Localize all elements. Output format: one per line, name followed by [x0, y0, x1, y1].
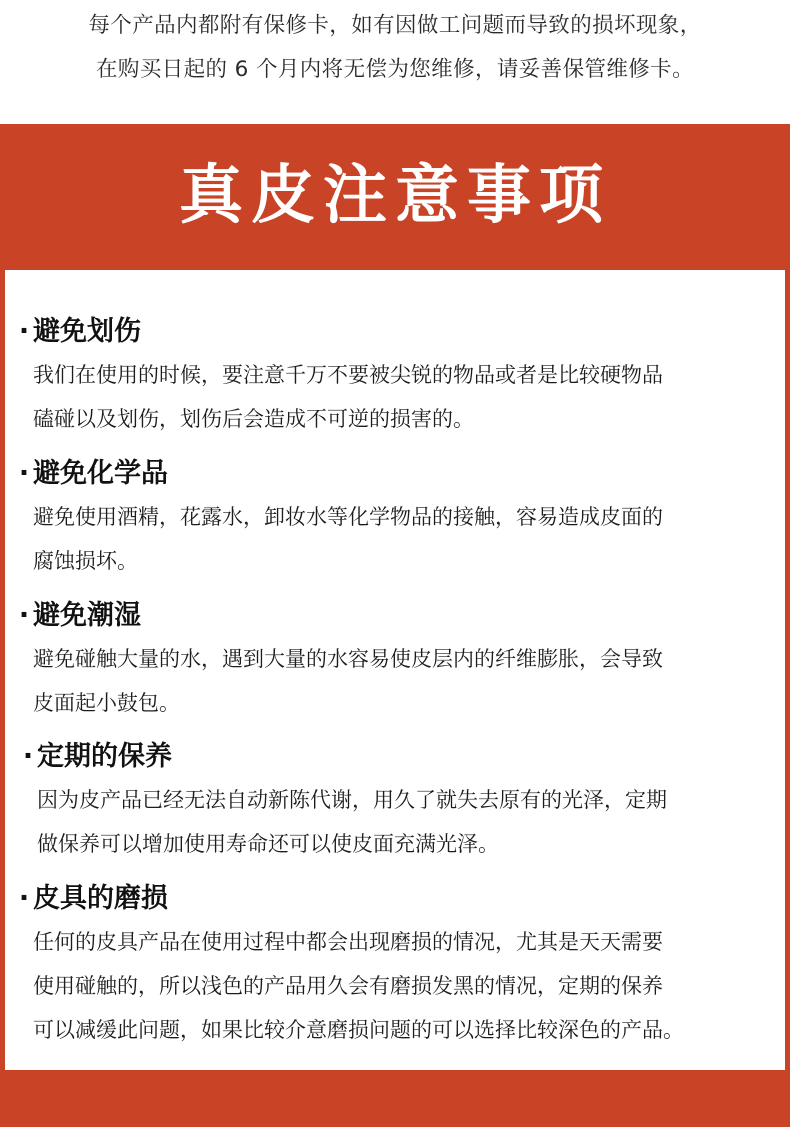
text-line: 皮面起小鼓包。 — [33, 691, 180, 715]
care-item-title: 避免化学品 — [33, 458, 168, 489]
text-line: 磕碰以及划伤，划伤后会造成不可逆的损害的。 — [33, 407, 474, 431]
care-item-title: 避免划伤 — [33, 316, 141, 347]
care-item-text — [33, 353, 773, 441]
care-item-text — [33, 495, 773, 583]
text-line: 使用碰触的，所以浅色的产品用久会有磨损发黑的情况，定期的保养 — [33, 974, 663, 998]
text-line: 我们在使用的时候，要注意千万不要被尖锐的物品或者是比较硬物品 — [33, 363, 663, 387]
bullet-dot: · — [18, 600, 30, 631]
care-item-title: 避免潮湿 — [33, 600, 141, 631]
leather-care-section — [0, 124, 790, 1127]
text-line: 做保养可以增加使用寿命还可以使皮面充满光泽。 — [37, 832, 499, 856]
care-item-title: 皮具的磨损 — [33, 883, 168, 914]
text-line: 避免碰触大量的水，遇到大量的水容易使皮层内的纤维膨胀，会导致 — [33, 647, 663, 671]
care-item-text — [33, 637, 773, 725]
bullet-dot: · — [18, 316, 30, 347]
section-title: 真皮注意事项 — [179, 159, 611, 233]
care-item-title: 定期的保养 — [37, 741, 172, 772]
text-line: 避免使用酒精，花露水，卸妆水等化学物品的接触，容易造成皮面的 — [33, 505, 663, 529]
care-item-heading — [19, 740, 172, 774]
text-line: 因为皮产品已经无法自动新陈代谢，用久了就失去原有的光泽，定期 — [37, 788, 667, 812]
care-item-heading — [15, 457, 168, 491]
care-item-heading — [15, 599, 141, 633]
text-line: 腐蚀损坏。 — [33, 549, 138, 573]
care-item-text — [33, 920, 773, 1052]
care-item-text — [37, 778, 777, 866]
care-item-heading — [15, 315, 141, 349]
warranty-line-2: 在购买日起的 6 个月内将无偿为您维修，请妥善保管维修卡。 — [96, 57, 694, 82]
warranty-line-1: 每个产品内都附有保修卡，如有因做工问题而导致的损坏现象， — [88, 13, 702, 38]
bullet-dot: · — [18, 458, 30, 489]
text-line: 可以减缓此问题，如果比较介意磨损问题的可以选择比较深色的产品。 — [33, 1018, 684, 1042]
text-line: 任何的皮具产品在使用过程中都会出现磨损的情况，尤其是天天需要 — [33, 930, 663, 954]
care-tips-panel — [5, 270, 785, 1070]
warranty-notice — [0, 0, 790, 124]
bullet-dot: · — [22, 741, 34, 772]
care-item-heading — [15, 882, 168, 916]
bullet-dot: · — [18, 883, 30, 914]
